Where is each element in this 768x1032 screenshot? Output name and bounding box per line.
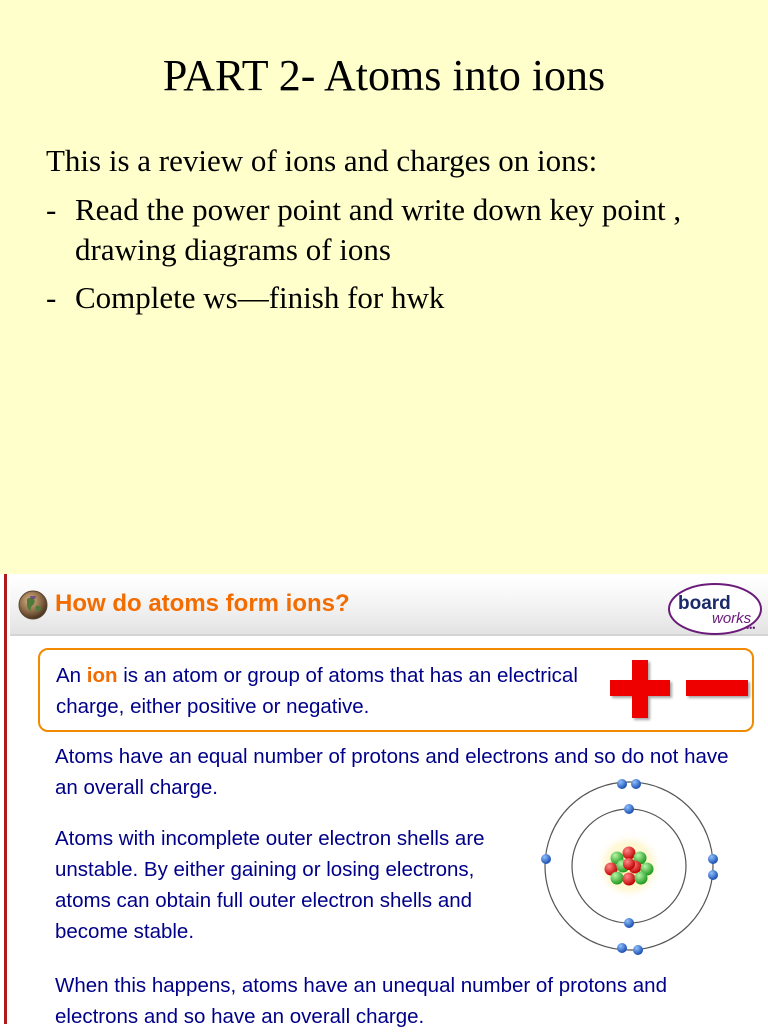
slide-title: PART 2- Atoms into ions (162, 51, 606, 100)
plus-sign-icon (610, 660, 670, 718)
svg-text:•••: ••• (746, 623, 756, 633)
definition-box (38, 648, 754, 732)
slide-header-title: How do atoms form ions? (55, 590, 350, 617)
svg-text:board: board (678, 593, 731, 614)
bullet-text: Read the power point and write down key point , drawing diagrams of ions (75, 192, 682, 267)
bullet-dash: - (46, 280, 57, 315)
definition-rest: is an atom or group of atoms that has an electrical charge, either positive or negative. (56, 664, 578, 718)
paragraph-overall-charge: When this happens, atoms have an unequal number of protons and electrons and so have an overall charge. (55, 974, 667, 1028)
definition-prefix: An (56, 664, 87, 687)
definition-keyword: ion (86, 664, 118, 687)
paragraph-unstable-shells: Atoms with incomplete outer electron shells are unstable. By either gaining or losing electrons, atoms can obtain full outer electron shells and become stable. (55, 827, 485, 943)
bullet-item (46, 278, 746, 318)
boardworks-logo (666, 580, 764, 638)
globe-icon (18, 590, 48, 620)
paragraph-equal-charge: Atoms have an equal number of protons and electrons and so do not have an overall charge. (55, 745, 729, 799)
minus-sign-icon (686, 680, 748, 696)
charge-signs (604, 656, 754, 728)
bullet-list (46, 190, 746, 326)
slide-header (10, 578, 768, 636)
intro-text: This is a review of ions and charges on ions: (46, 143, 598, 178)
svg-text:works: works (712, 610, 752, 627)
bullet-dash: - (46, 192, 57, 227)
definition-text (56, 660, 601, 722)
bullet-item (46, 190, 746, 270)
atom-diagram-icon (537, 774, 727, 964)
bullet-text: Complete ws—finish for hwk (75, 280, 445, 315)
slide-how-atoms-form-ions (0, 574, 768, 1028)
slide-edge-bar (4, 574, 7, 1024)
